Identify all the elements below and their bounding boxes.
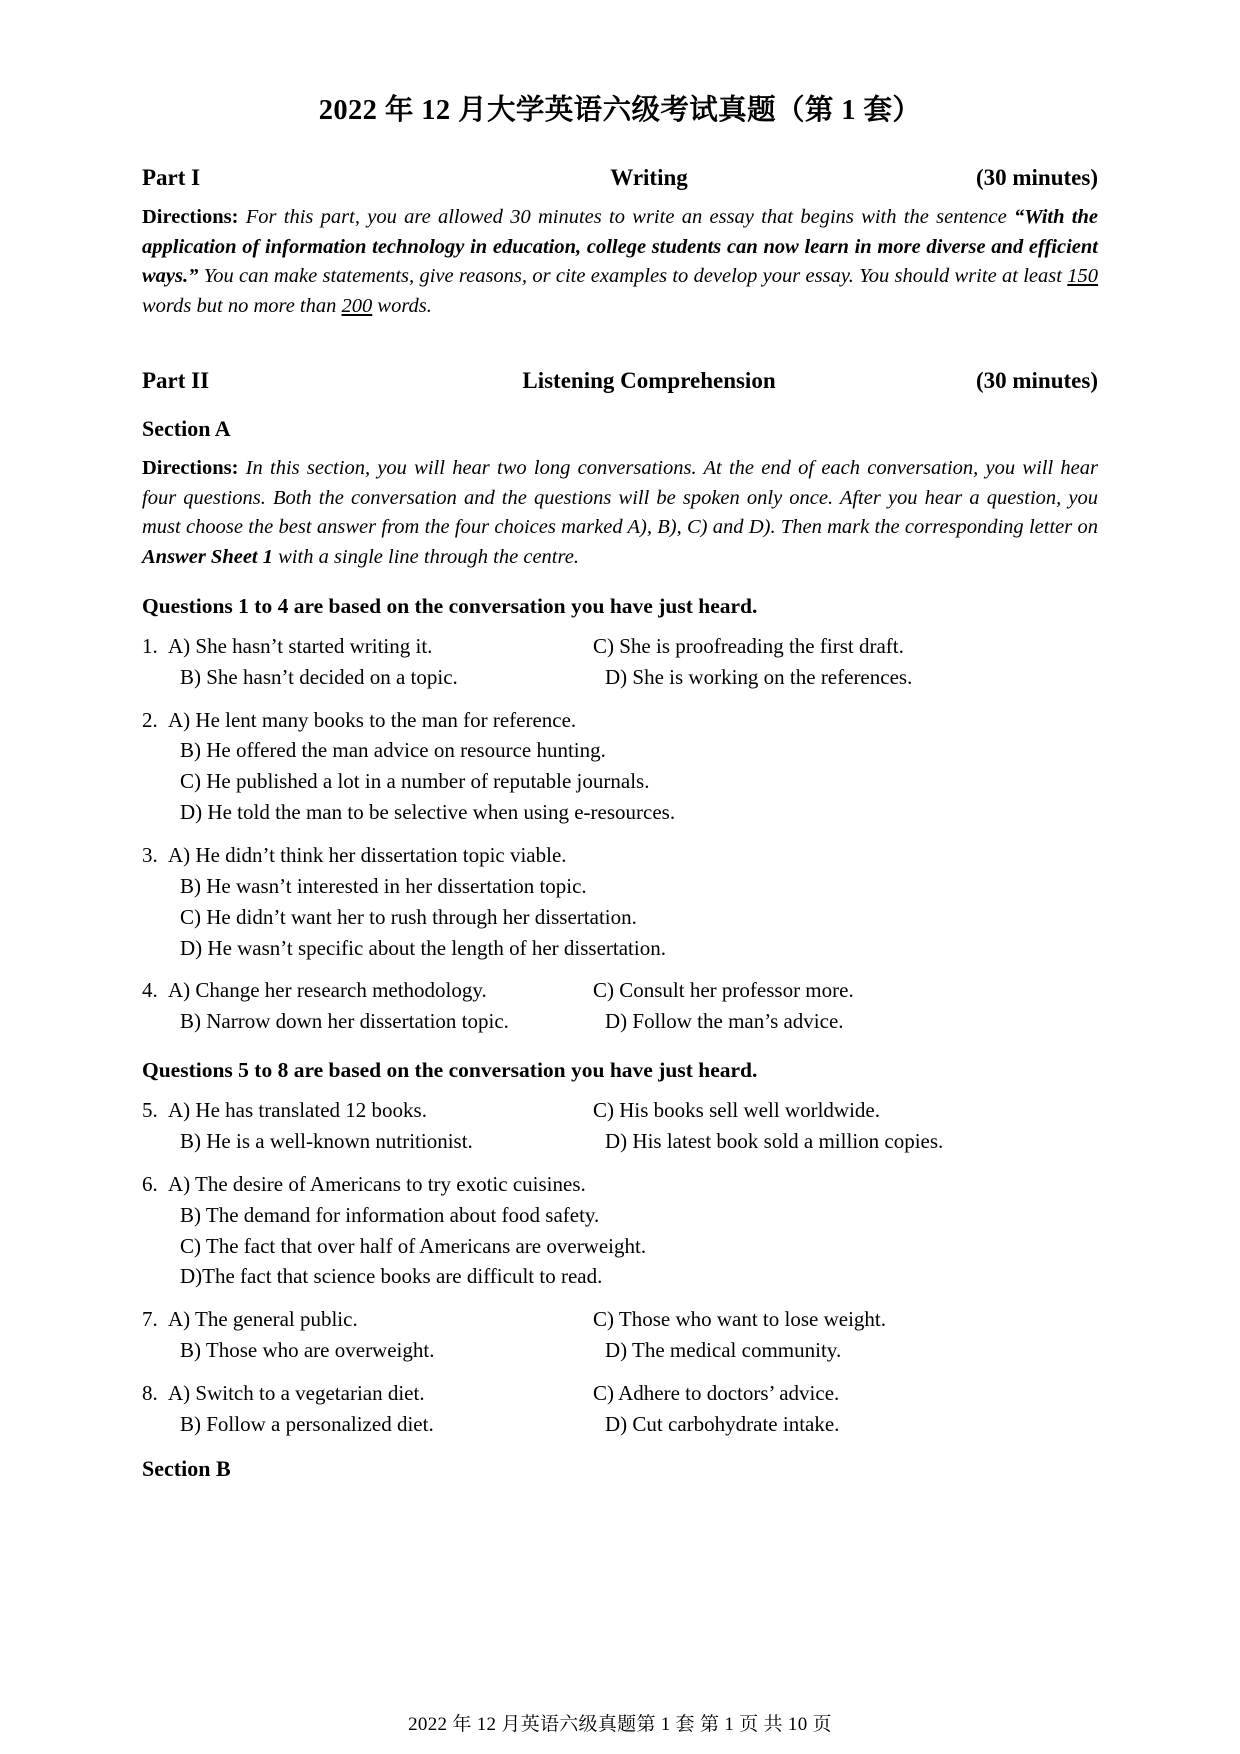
part1-directions: [142, 203, 1098, 322]
question-line: [142, 1200, 1098, 1231]
part1-min-words: 150: [1067, 265, 1099, 288]
option-a[interactable]: A) The general public.: [168, 1307, 358, 1332]
question-item: [142, 1304, 1098, 1366]
question-number: 5.: [142, 1098, 158, 1123]
option-d[interactable]: D) Follow the man’s advice.: [605, 1009, 844, 1034]
option-c[interactable]: C) The fact that over half of Americans are overweight.: [180, 1233, 647, 1258]
part1-label: Part I: [142, 165, 201, 191]
option-d[interactable]: D) His latest book sold a million copies.: [605, 1128, 944, 1153]
questions-1-to-4-heading: Questions 1 to 4 are based on the conversation you have just heard.: [142, 593, 758, 618]
question-number: 6.: [142, 1171, 158, 1196]
question-item: [142, 1378, 1098, 1440]
part1-directions-text-3: words but no more than: [142, 295, 337, 318]
option-a[interactable]: A) He has translated 12 books.: [168, 1098, 427, 1123]
option-b[interactable]: B) He is a well-known nutritionist.: [180, 1128, 473, 1153]
part1-directions-text-4: words.: [377, 295, 432, 318]
question-line: [142, 797, 1098, 828]
question-item: [142, 1169, 1098, 1292]
option-a[interactable]: A) She hasn’t started writing it.: [168, 633, 433, 658]
part2-time: (30 minutes): [975, 367, 1098, 393]
option-b[interactable]: B) He wasn’t interested in her dissertation topic.: [180, 873, 587, 898]
part1-essay-sentence: “With the application of information technology in education, college students can now learn in more diverse and efficient ways.”: [142, 206, 1098, 288]
part2-header: [142, 368, 1098, 394]
option-b[interactable]: B) Those who are overweight.: [180, 1338, 435, 1363]
question-number: 3.: [142, 842, 158, 867]
question-line: [142, 662, 1098, 693]
option-c[interactable]: C) Adhere to doctors’ advice.: [593, 1380, 840, 1405]
option-c[interactable]: C) He published a lot in a number of reputable journals.: [180, 769, 650, 794]
question-line: [142, 1304, 1098, 1335]
part1-name: Writing: [610, 165, 688, 191]
option-c[interactable]: C) Consult her professor more.: [593, 978, 854, 1003]
question-line: [142, 1169, 1098, 1200]
option-c[interactable]: C) Those who want to lose weight.: [593, 1307, 886, 1332]
section-a-heading: Section A: [142, 415, 231, 441]
answer-sheet-reference: Answer Sheet 1: [142, 546, 273, 569]
option-c[interactable]: C) She is proofreading the first draft.: [593, 633, 904, 658]
question-line: [142, 1335, 1098, 1366]
question-line: [142, 840, 1098, 871]
part2-directions-text-2: with a single line through the centre.: [278, 546, 579, 569]
part1-max-words: 200: [341, 295, 373, 318]
section-b-heading: Section B: [142, 1455, 231, 1481]
question-line: [142, 1409, 1098, 1440]
option-a[interactable]: A) Switch to a vegetarian diet.: [168, 1380, 425, 1405]
option-d[interactable]: D) He wasn’t specific about the length of her dissertation.: [180, 935, 666, 960]
question-line: [142, 631, 1098, 662]
page-title: 2022 年 12 月大学英语六级考试真题（第 1 套）: [318, 95, 922, 126]
part1-directions-text-1: For this part, you are allowed 30 minutes to write an essay that begins with the sentence: [245, 206, 1007, 229]
part2-directions-text-1: In this section, you will hear two long conversations. At the end of each conversation, you will hear four questions. Both the conversation and the questions will be spoken only once. After you hear a question, you must choose the best answer from the four choices marked A), B), C) and D). Then mark the corresponding letter on: [142, 456, 1098, 539]
question-number: 1.: [142, 633, 158, 658]
question-item: [142, 975, 1098, 1037]
page-footer: 2022 年 12 月英语六级真题第 1 套 第 1 页 共 10 页: [408, 1714, 832, 1735]
option-a[interactable]: A) The desire of Americans to try exotic cuisines.: [168, 1171, 586, 1196]
question-item: [142, 840, 1098, 963]
option-b[interactable]: B) Narrow down her dissertation topic.: [180, 1009, 509, 1034]
question-line: [142, 1126, 1098, 1157]
part1-directions-lead: Directions:: [142, 206, 239, 229]
question-line: [142, 975, 1098, 1006]
option-c[interactable]: C) He didn’t want her to rush through her dissertation.: [180, 904, 637, 929]
part2-name: Listening Comprehension: [522, 367, 776, 393]
question-item: [142, 1095, 1098, 1157]
question-line: [142, 871, 1098, 902]
question-item: [142, 631, 1098, 693]
questions-5-to-8-heading: Questions 5 to 8 are based on the conversation you have just heard.: [142, 1058, 758, 1083]
option-d[interactable]: D)The fact that science books are difficult to read.: [180, 1264, 603, 1289]
option-a[interactable]: A) He didn’t think her dissertation topic viable.: [168, 842, 567, 867]
part1-directions-text-2: You can make statements, give reasons, or cite examples to develop your essay. You should write at least: [203, 265, 1062, 288]
option-b[interactable]: B) The demand for information about food safety.: [180, 1202, 600, 1227]
part1-header: [142, 165, 1098, 191]
question-line: [142, 1006, 1098, 1037]
question-number: 8.: [142, 1380, 158, 1405]
option-a[interactable]: A) Change her research methodology.: [168, 978, 487, 1003]
option-b[interactable]: B) She hasn’t decided on a topic.: [180, 664, 458, 689]
part2-label: Part II: [142, 367, 210, 393]
option-b[interactable]: B) He offered the man advice on resource hunting.: [180, 738, 606, 763]
question-line: [142, 1095, 1098, 1126]
option-c[interactable]: C) His books sell well worldwide.: [593, 1098, 880, 1123]
question-line: [142, 1261, 1098, 1292]
option-d[interactable]: D) She is working on the references.: [605, 664, 913, 689]
question-line: [142, 766, 1098, 797]
option-b[interactable]: B) Follow a personalized diet.: [180, 1411, 434, 1436]
part1-time: (30 minutes): [975, 165, 1098, 191]
option-d[interactable]: D) Cut carbohydrate intake.: [605, 1411, 840, 1436]
part2-directions-lead: Directions:: [142, 456, 239, 479]
question-line: [142, 902, 1098, 933]
question-number: 4.: [142, 978, 158, 1003]
question-number: 7.: [142, 1307, 158, 1332]
part2-directions: [142, 454, 1098, 573]
option-d[interactable]: D) The medical community.: [605, 1338, 842, 1363]
question-line: [142, 1378, 1098, 1409]
option-a[interactable]: A) He lent many books to the man for reference.: [168, 707, 577, 732]
question-line: [142, 1231, 1098, 1262]
question-line: [142, 705, 1098, 736]
question-item: [142, 705, 1098, 828]
question-number: 2.: [142, 707, 158, 732]
option-d[interactable]: D) He told the man to be selective when using e-resources.: [180, 800, 676, 825]
question-line: [142, 933, 1098, 964]
question-line: [142, 735, 1098, 766]
